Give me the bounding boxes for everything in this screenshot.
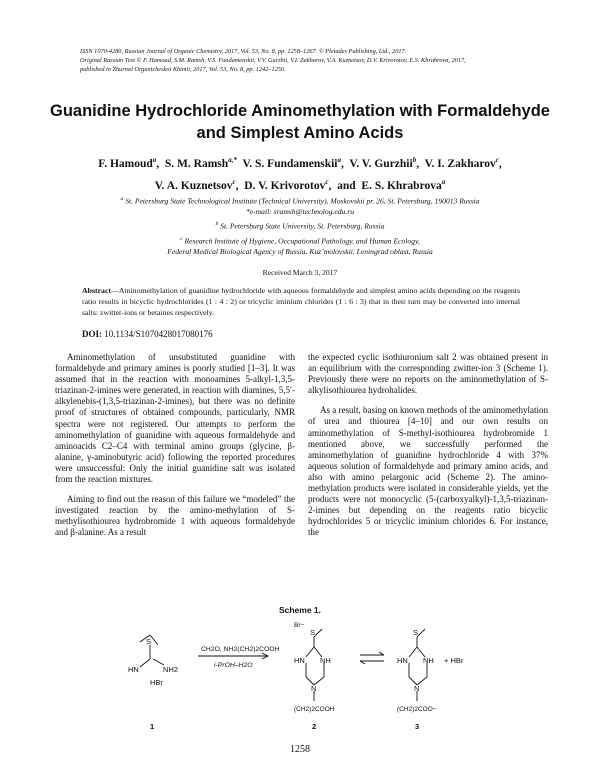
title-line-1: Guanidine Hydrochloride Aminomethylation with Formaldehyde xyxy=(50,102,550,120)
c1-hbr: HBr xyxy=(150,678,163,687)
author: V. I. Zakharov xyxy=(424,157,496,170)
aff-text: Federal Medical Biological Agency of Russia, Kuz’molovskii, Leningrad oblast, Russia xyxy=(167,247,433,257)
doi-link[interactable]: 10.1134/S1070428017080176 xyxy=(104,329,213,339)
received-date: Received March 3, 2017 xyxy=(262,268,338,277)
reagents-top: CH2O, NH2(CH2)2COOH xyxy=(201,646,280,653)
right-column xyxy=(308,352,548,539)
c3-nh: NH xyxy=(423,656,434,665)
abstract-text: —Aminomethylation of guanidine hydrochloride with aqueous formaldehyde and simplest amino acids depending on the reagents ratio results in bicyclic hydrochlorides (1 : 4 : 2) or tricyclic iminium chlorides (1 : 6 : 3) that in their turn may be converted into internal salts: zwitter-ions or betaines respectively. xyxy=(82,286,520,317)
abstract xyxy=(82,285,520,318)
author: V. V. Gurzhii xyxy=(349,157,413,170)
c2-sub: (CH2)2COOH xyxy=(294,706,335,713)
left-column xyxy=(55,352,295,539)
author-list: F. Hamoud$^a$, S. M. Ramsh$^{a,*}$ V. S. Fundamenskii$^a$, V. V. Gurzhii$^b$, V. I. Zakharov$^c$, V. A. Kuznetsov$^c$, D. V. Krivorotov$^c$, and E. S. Khrabrova$^a$ xyxy=(98,156,502,192)
c3-n: N xyxy=(414,684,420,693)
author: D. V. Krivorotov xyxy=(244,179,326,192)
scheme-1-diagram xyxy=(0,615,600,740)
paragraph: As a result, basing on known methods of the aminomethylation of urea and thiourea [4–10] and our own results on aminomethylation of S-methyl-isothiourea hydrobromide 1 mentioned above, we successfully performed the aminomethylation of guanidine hydrochloride 4 with 37% aqueous solution of formaldehyde and primary amino acids, and also with amino pelargonic acid (Scheme 2). The amino-methylation products were isolated in considerable yields, yet the products were not monocyclic (5-(carboxyalkyl)-1,3,5-triazinan-2-imines but depending on the reagents ratio bicyclic hydrochlorides 5 or tricyclic iminium chlorides 6. For instance, the xyxy=(308,405,548,538)
author-sup: c xyxy=(232,177,236,186)
doi-label: DOI: xyxy=(82,329,102,339)
title-line-2: and Simplest Amino Acids xyxy=(196,124,404,142)
affiliation-b xyxy=(50,219,550,232)
header-line-1: ISSN 1070-4280, Russian Journal of Organic Chemistry, 2017, Vol. 53, No. 8, pp. 1258–1267. © Pleiades Publishing, Ltd., 2017. xyxy=(80,48,407,55)
reagents-bottom: i-PrOH–H2O xyxy=(214,662,253,669)
author-sup: c xyxy=(325,177,329,186)
c1-s: S xyxy=(146,637,152,646)
author: F. Hamoud xyxy=(98,157,153,170)
aff-text: St. Petersburg State University, St. Petersburg, Russia xyxy=(220,221,385,231)
author-sup: a xyxy=(152,156,157,164)
author-sup: b xyxy=(412,156,417,164)
c3-sub: (CH2)2COO− xyxy=(397,706,437,713)
author: V. S. Fundamenskii xyxy=(242,157,338,170)
paragraph: Aminomethylation of unsubstituted guanidine with formaldehyde and primary amines is poorly studied [1–3]. It was assumed that in the reaction with monoamines 5-alkyl-1,3,5-triazinan-2-imines were generated, in reaction with diamines, 5,5′-alkylenebis-(1,3,5-triazinan-2-imines), but there was no definite proof of structures of obtained compounds, particularly, NMR spectra were not registered. Our attempts to perform the aminomethylation of guanidine with aqueous formaldehyde and aminoacids C2–C4 with terminal amino groups (glycine, β-alanine, γ-aminobutyric acid) following the reported procedures were unsuccessful: Only the initial guanidine salt was isolated from the reaction mixtures. xyxy=(55,352,295,485)
author: E. S. Khrabrova xyxy=(361,179,442,192)
c1-hn: HN xyxy=(128,665,139,674)
abstract-label: Abstract xyxy=(82,286,112,295)
header-line-2: Original Russian Text © F. Hamoud, S.M. Ramsh, V.S. Fundamenskii, V.V. Gurzhii, V.I. Zakharov, V.A. Kuznetsov, D.V. Krivorotov, E.S. Khrabrova, 2017, xyxy=(80,57,466,64)
c3-s: S xyxy=(413,628,419,637)
author: V. A. Kuznetsov xyxy=(154,179,233,192)
doi xyxy=(82,329,213,339)
aff-text: Research Institute of Hygiene, Occupational Pathology, and Human Ecology, xyxy=(184,236,420,246)
aff-text: St. Petersburg State Technological Institute (Technical University), Moskovskii pr. 26, St. Petersburg, 190013 Russia xyxy=(125,196,480,206)
affiliation-c xyxy=(50,234,550,258)
article-title xyxy=(40,100,560,144)
c2-nh: NH xyxy=(320,656,331,665)
c3-hbr: + HBr xyxy=(444,656,464,665)
c3-hn: HN xyxy=(397,656,408,665)
scheme-title: Scheme 1. xyxy=(278,605,322,615)
aff-sup: c xyxy=(180,236,183,242)
author-sup: a xyxy=(441,177,446,186)
label-1: 1 xyxy=(150,722,155,731)
email: *e-mail: sramsh@technolog.edu.ru xyxy=(245,207,354,217)
aff-sup: a xyxy=(120,196,124,202)
author-sup: c xyxy=(495,156,499,164)
c2-s: S xyxy=(310,628,316,637)
header-line-3: published in Zhurnal Organicheskoi Khimii, 2017, Vol. 53, No. 8, pp. 1242–1250. xyxy=(80,66,286,73)
label-3: 3 xyxy=(415,722,420,731)
paragraph: Aiming to find out the reason of this failure we “modeled” the investigated reaction by the amino-methylation of S-methylisothiourea hydrobromide 1 with aqueous formaldehyde and β-alanine. As a result xyxy=(55,494,295,538)
paragraph: the expected cyclic isothiuronium salt 2 was obtained present in an equilibrium with the corresponding zwitter-ion 3 (Scheme 1). Previously there were no reports on the aminomethylation of S-alkylisothiourea hydrohalides. xyxy=(308,352,548,396)
page-number: 1258 xyxy=(290,744,310,755)
author-sup: a,* xyxy=(228,156,237,164)
c2-br: Br− xyxy=(294,622,305,629)
label-2: 2 xyxy=(312,722,317,731)
c2-hn: HN xyxy=(294,656,305,665)
author-sup: a xyxy=(337,156,341,164)
affiliation-a xyxy=(50,194,550,218)
c1-nh2: NH2 xyxy=(163,665,179,674)
c2-n: N xyxy=(311,684,317,693)
aff-sup: b xyxy=(215,221,219,227)
author: S. M. Ramsh xyxy=(164,157,229,170)
journal-header xyxy=(80,47,550,74)
